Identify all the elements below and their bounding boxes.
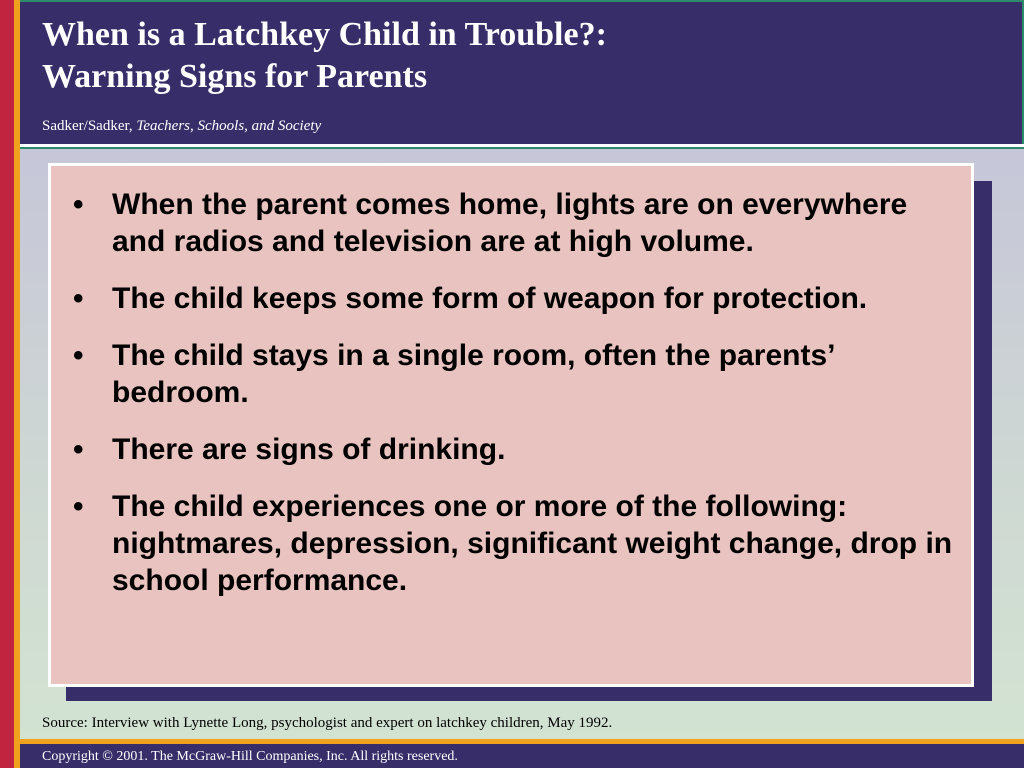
book-title: Teachers, Schools, and Society [136, 118, 322, 134]
title-line-2: Warning Signs for Parents [42, 58, 428, 95]
header-top-border [0, 0, 1024, 2]
source-note: Source: Interview with Lynette Long, psychologist and expert on latchkey children, May 1992. [42, 715, 613, 731]
list-item [73, 431, 953, 468]
list-item [73, 337, 953, 411]
header-divider-green [20, 147, 1024, 149]
title-line-1: When is a Latchkey Child in Trouble?: [42, 16, 607, 53]
list-item-text: The child keeps some form of weapon for protection. [112, 282, 868, 315]
citation-subtitle [42, 117, 321, 135]
bullet-icon: • [73, 490, 84, 523]
left-stripe-orange [14, 0, 20, 768]
left-stripe-red [0, 0, 14, 768]
list-item-text: There are signs of drinking. [112, 433, 506, 466]
content-card [48, 163, 974, 687]
warning-signs-list [73, 186, 953, 619]
list-item [73, 280, 953, 317]
list-item-text: When the parent comes home, lights are on everywhere and radios and television are at high volume. [112, 188, 908, 258]
bullet-icon: • [73, 188, 84, 221]
slide-title [42, 14, 1002, 98]
list-item [73, 488, 953, 599]
bullet-icon: • [73, 433, 84, 466]
list-item-text: The child stays in a single room, often the parents’ bedroom. [112, 339, 834, 409]
bullet-icon: • [73, 339, 84, 372]
list-item-text: The child experiences one or more of the following: nightmares, depression, significant weight change, drop in school performance. [112, 490, 953, 597]
bullet-icon: • [73, 282, 84, 315]
list-item [73, 186, 953, 260]
copyright-text: Copyright © 2001. The McGraw-Hill Companies, Inc. All rights reserved. [42, 749, 458, 764]
author-text: Sadker/Sadker, [42, 118, 133, 134]
